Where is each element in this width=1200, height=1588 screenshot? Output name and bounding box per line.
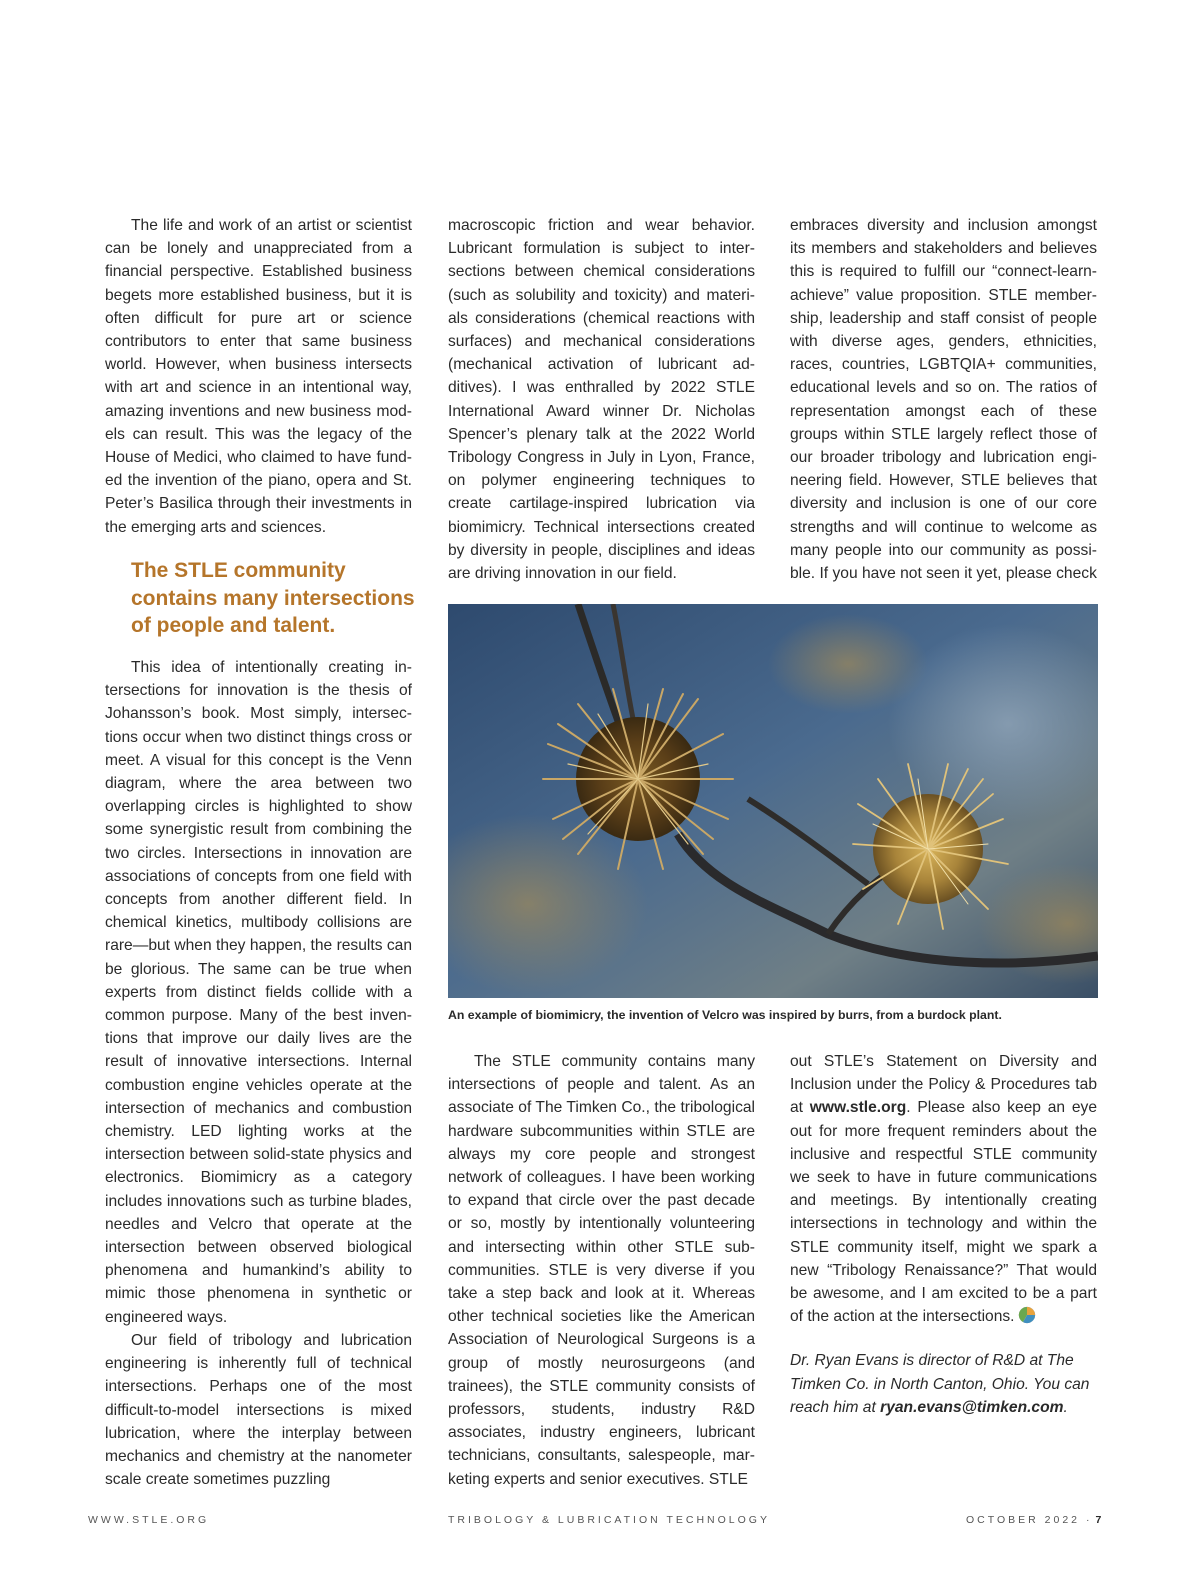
column-1-bottom: [105, 656, 412, 1491]
column-2-bottom: [448, 1050, 755, 1491]
column-3-bottom: [790, 1050, 1097, 1419]
author-email-link[interactable]: ryan.evans@timken.com: [880, 1398, 1064, 1416]
burr-illustration: [448, 604, 1098, 998]
website-link[interactable]: www.stle.org: [809, 1099, 907, 1117]
article-paragraph: macroscopic friction and wear behavior. Lubricant formulation is subject to intersections between chemical considerations (such as solubility and toxicity) and materials considerations (chemical reactions with surfaces) and mechanical considerations (mechanical activation of lubricant additives). I was enthralled by 2022 STLE International Award winner Dr. Nicholas Spencer’s plenary talk at the 2022 World Tribology Congress in July in Lyon, France, on polymer engineering techniques to create cartilage-inspired lubrication via biomimicry. Technical intersections created by diversity in people, disciplines and ideas are driving innovation in our field.: [448, 217, 755, 583]
article-paragraph: This idea of intentionally creating intersections for innovation is the thesis of Johansson’s book. Most simply, intersections occur when two distinct things cross or meet. A visual for this concept is the Venn diagram, where the area between two overlapping circles is highlighted to show some synergistic result from combining the two circles. Intersections in innovation are associations of concepts from one field with concepts from another different field. In chemical kinetics, multibody collisions are rare—but when they happen, the results can be glorious. The same can be true when experts from distinct fields collide with a common purpose. Many of the best inventions that improve our daily lives are the result of innovative intersections. Internal combustion engine vehicles operate at the intersection of mechanics and combustion chemistry. LED lighting works at the intersection between solid-state physics and electronics. Biomimicry as a category includes innovations such as turbine blades, needles and Velcro that operate at the intersection between observed biological phenomena and humankind’s ability to mimic those phenomena in synthetic or engineered ways.: [105, 659, 412, 1326]
paragraph-text: out STLE’s Statement on Diversity and Inclusion under the Policy & Procedures tab at: [790, 1053, 1097, 1117]
article-paragraph: [790, 1050, 1097, 1331]
bio-text: Dr. Ryan Evans is director of R&D at The Timken Co. in North Canton, Ohio. You can reach him at: [790, 1352, 1090, 1416]
burdock-burr-photo: [448, 604, 1098, 998]
column-3-top: [790, 214, 1097, 585]
column-1-top: [105, 214, 412, 539]
bio-text: .: [1063, 1398, 1068, 1416]
photo-caption: An example of biomimicry, the invention of Velcro was inspired by burrs, from a burdock plant.: [448, 1008, 1002, 1022]
author-bio: [790, 1349, 1097, 1419]
article-paragraph: Our field of tribology and lubrication engineering is inherently full of technical intersections. Perhaps one of the most difficult-to-model intersections is mixed lubrication, where the interplay between mechanics and chemistry at the nanometer scale create sometimes puzzling: [105, 1331, 412, 1489]
column-2-top: [448, 214, 755, 585]
footer-publication: TRIBOLOGY & LUBRICATION TECHNOLOGY: [448, 1514, 770, 1526]
pull-quote: The STLE community contains many intersections of people and talent.: [131, 559, 415, 637]
footer-separator: ·: [1086, 1514, 1090, 1526]
article-paragraph: The STLE community contains many intersections of people and talent. As an associate of The Timken Co., the tribological hardware subcommunities within STLE are always my core people and strongest network of colleagues. I have been working to expand that circle over the past decade or so, mostly by intentionally volunteering and intersecting within other STLE subcommunities. STLE is very diverse if you take a step back and look at it. Whereas other technical societies like the American Association of Neurological Surgeons is a group of mostly neurosurgeons (and trainees), the STLE community consists of professors, students, industry R&D associates, industry engineers, lubricant technicians, consultants, salespeople, marketing experts and senior executives. STLE: [448, 1053, 755, 1488]
page-number: 7: [1095, 1514, 1102, 1526]
issue-date: OCTOBER 2022: [966, 1514, 1081, 1526]
end-of-article-icon: [1018, 1306, 1036, 1331]
footer-issue-date: [966, 1514, 1101, 1526]
article-paragraph: The life and work of an artist or scientist can be lonely and unappreciated from a financial perspective. Established business begets more established business, but it is often difficult for pure art or science contributors to enter that same business world. However, when business intersects with art and science in an intentional way, amazing inventions and new business models can result. This was the legacy of the House of Medici, who claimed to have funded the invention of the piano, opera and St. Peter’s Basilica through their investments in the emerging arts and sciences.: [105, 217, 412, 536]
paragraph-text: . Please also keep an eye out for more frequent reminders about the inclusive and respectful STLE community we seek to have in future communications and meetings. By intentionally creating intersections in technology and within the STLE community itself, might we spark a new “Tribology Renaissance?” That would be awesome, and I am excited to be a part of the action at the intersections.: [790, 1099, 1097, 1326]
footer-website[interactable]: WWW.STLE.ORG: [88, 1514, 210, 1526]
article-paragraph: embraces diversity and inclusion amongst its members and stakeholders and believes this is required to fulfill our “connect-learn-achieve” value proposition. STLE membership, leadership and staff consist of people with diverse ages, genders, ethnicities, races, countries, LGBTQIA+ communities, educational levels and so on. The ratios of representation amongst each of these groups within STLE largely reflect those of our broader tribology and lubrication engineering field. However, STLE believes that diversity and inclusion is one of our core strengths and will continue to welcome as many people into our community as possible. If you have not seen it yet, please check: [790, 217, 1097, 583]
